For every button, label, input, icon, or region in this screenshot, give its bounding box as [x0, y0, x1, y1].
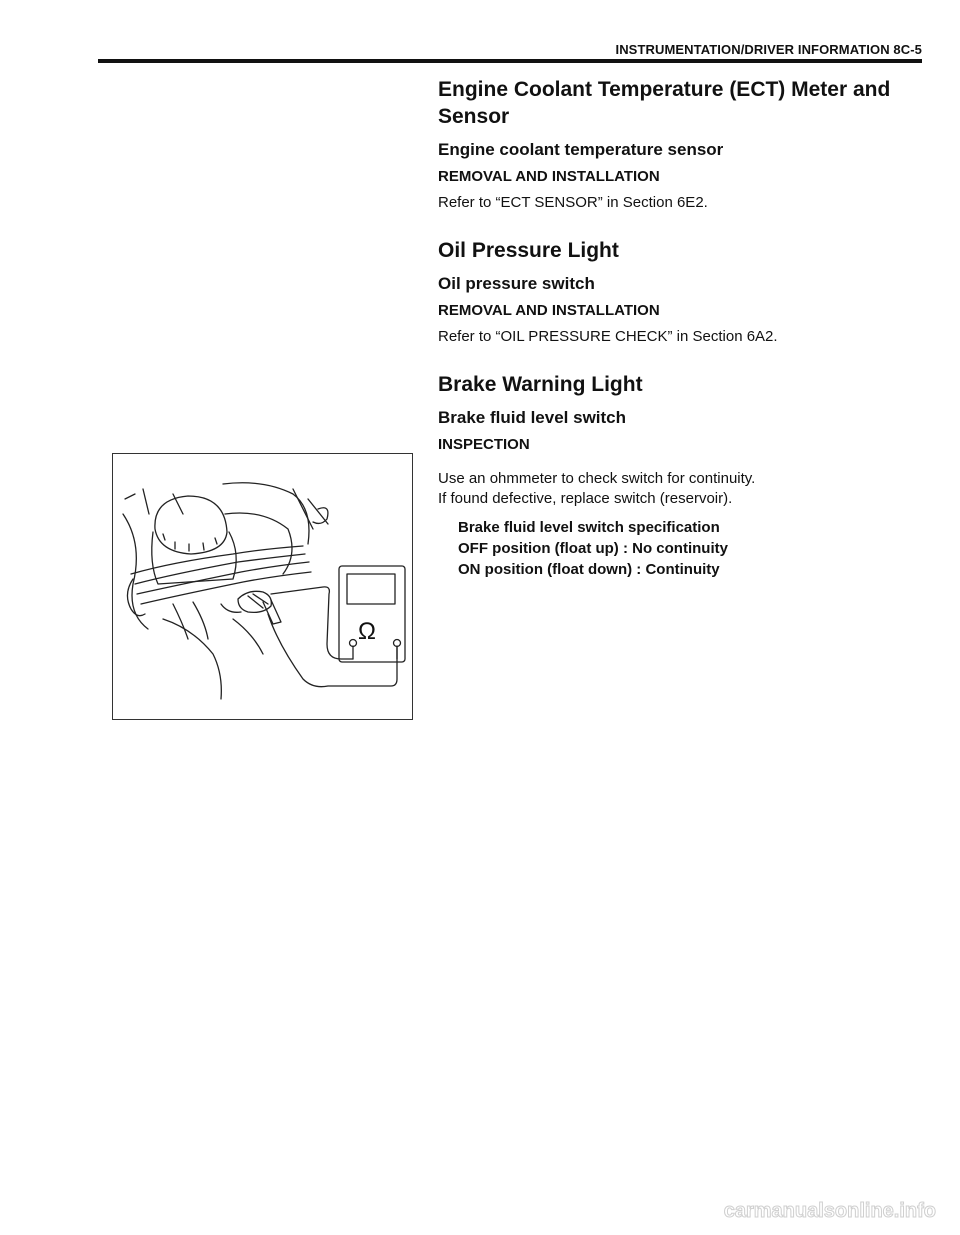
brake-line-bend	[127, 579, 145, 616]
brake-line-1	[131, 546, 303, 574]
watermark-text: carmanualsonline.info	[723, 1200, 936, 1222]
ohmmeter-display	[347, 574, 395, 604]
section-title-ect	[438, 76, 918, 130]
spec-title: Brake fluid level switch specification	[458, 519, 720, 536]
connector-wire	[221, 604, 241, 612]
page-header-title: INSTRUMENTATION/DRIVER INFORMATION 8C-5	[615, 42, 922, 57]
spec-on: ON position (float down) : Continuity	[458, 561, 720, 578]
ohm-symbol: Ω	[358, 618, 376, 645]
label-oil: REMOVAL AND INSTALLATION	[438, 302, 660, 319]
section-ect	[438, 76, 918, 213]
body-brake-line1: Use an ohmmeter to check switch for continuity.	[438, 470, 756, 487]
engine-left-outline	[123, 514, 148, 629]
body-ect: Refer to “ECT SENSOR” in Section 6E2.	[438, 194, 708, 211]
lower-detail-outline	[233, 619, 263, 654]
header-rule	[98, 59, 922, 63]
brake-line-3	[137, 562, 309, 594]
ohmmeter-brake-reservoir-illustration	[112, 453, 413, 720]
specification-block	[458, 517, 918, 580]
test-probe	[263, 600, 281, 624]
watermark	[678, 1195, 938, 1225]
ohmmeter-lead-stubs	[353, 646, 397, 659]
section-brake	[438, 371, 918, 580]
engine-outline-lines	[125, 489, 183, 514]
cap-ribs	[163, 534, 217, 551]
main-content	[438, 76, 918, 604]
body-oil: Refer to “OIL PRESSURE CHECK” in Section 6A2.	[438, 328, 778, 345]
probe-lead-lower	[268, 614, 397, 687]
label-brake: INSPECTION	[438, 436, 530, 453]
section-title-oil: Oil Pressure Light	[438, 239, 619, 262]
body-brake-line2: If found defective, replace switch (reservoir).	[438, 490, 733, 507]
label-ect: REMOVAL AND INSTALLATION	[438, 168, 660, 185]
subtitle-oil: Oil pressure switch	[438, 274, 595, 293]
subtitle-brake: Brake fluid level switch	[438, 408, 627, 427]
figure-drawing	[113, 454, 412, 719]
section-title-ect-line1: Engine Coolant Temperature (ECT) Meter and	[438, 78, 891, 101]
section-title-ect-line2: Sensor	[438, 105, 510, 128]
section-title-brake: Brake Warning Light	[438, 373, 643, 396]
lower-body-outline	[163, 619, 221, 699]
spec-off: OFF position (float up) : No continuity	[458, 540, 728, 557]
section-oil	[438, 237, 918, 347]
reservoir-cap-outline	[155, 496, 227, 554]
subtitle-ect: Engine coolant temperature sensor	[438, 140, 724, 159]
